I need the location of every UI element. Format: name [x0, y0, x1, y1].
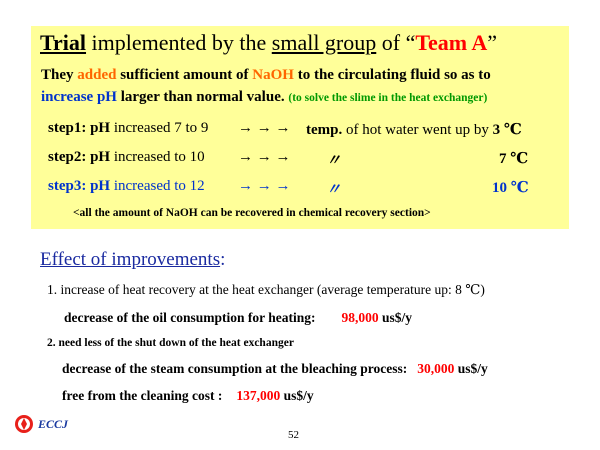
- trial-line-2: increase pH larger than normal value. (to solve the slime in the heat exchanger): [41, 89, 488, 105]
- step-2: step2: pH increased to 10: [48, 149, 205, 165]
- effect-item-1: 1. increase of heat recovery at the heat exchanger (average temperature up: 8 ℃): [47, 282, 485, 297]
- title-small-group: small group: [271, 30, 377, 55]
- title-trial: Trial: [40, 30, 87, 55]
- step-3-arrows: → → →: [238, 178, 291, 194]
- effect-heading: Effect of improvements:: [40, 249, 226, 270]
- trial-line-1: They added sufficient amount of NaOH to the circulating fluid so as to: [41, 67, 491, 83]
- title-team: Team A: [415, 30, 488, 55]
- step-2-ditto-mark: 〃: [326, 153, 342, 169]
- oil-saving-value: 98,000: [341, 310, 379, 325]
- step-3-ditto-mark: 〃: [326, 182, 342, 198]
- effect-item-2b: free from the cleaning cost : 137,000 us$/y: [62, 388, 314, 403]
- step-3-value: 10 ℃: [492, 180, 529, 196]
- effect-item-1a: decrease of the oil consumption for heating: 98,000 us$/y: [64, 310, 412, 325]
- step-3: step3: pH increased to 12: [48, 178, 205, 194]
- effect-item-2: 2. need less of the shut down of the heat exchanger: [47, 337, 294, 349]
- page-number: 52: [288, 429, 299, 441]
- cleaning-saving-value: 137,000: [236, 388, 281, 403]
- title-part2: implemented by the: [86, 30, 272, 55]
- step-1-result: temp. of hot water went up by 3 ℃: [306, 122, 522, 138]
- step-2-arrows: → → →: [238, 149, 291, 165]
- step-1: step1: pH increased 7 to 9: [48, 120, 209, 136]
- recovery-note: <all the amount of NaOH can be recovered in chemical recovery section>: [73, 207, 431, 219]
- step-2-value: 7 ℃: [499, 151, 529, 167]
- logo-text: ECCJ: [38, 417, 69, 431]
- slide-title: [40, 30, 497, 56]
- title-part4: of “: [376, 30, 416, 55]
- title-part6: ”: [487, 30, 498, 55]
- steam-saving-value: 30,000: [417, 361, 455, 376]
- effect-item-2a: decrease of the steam consumption at the bleaching process: 30,000 us$/y: [62, 361, 488, 376]
- step-1-arrows: → → →: [238, 120, 291, 136]
- eccj-emblem-icon: [14, 414, 34, 434]
- eccj-logo: [14, 414, 104, 436]
